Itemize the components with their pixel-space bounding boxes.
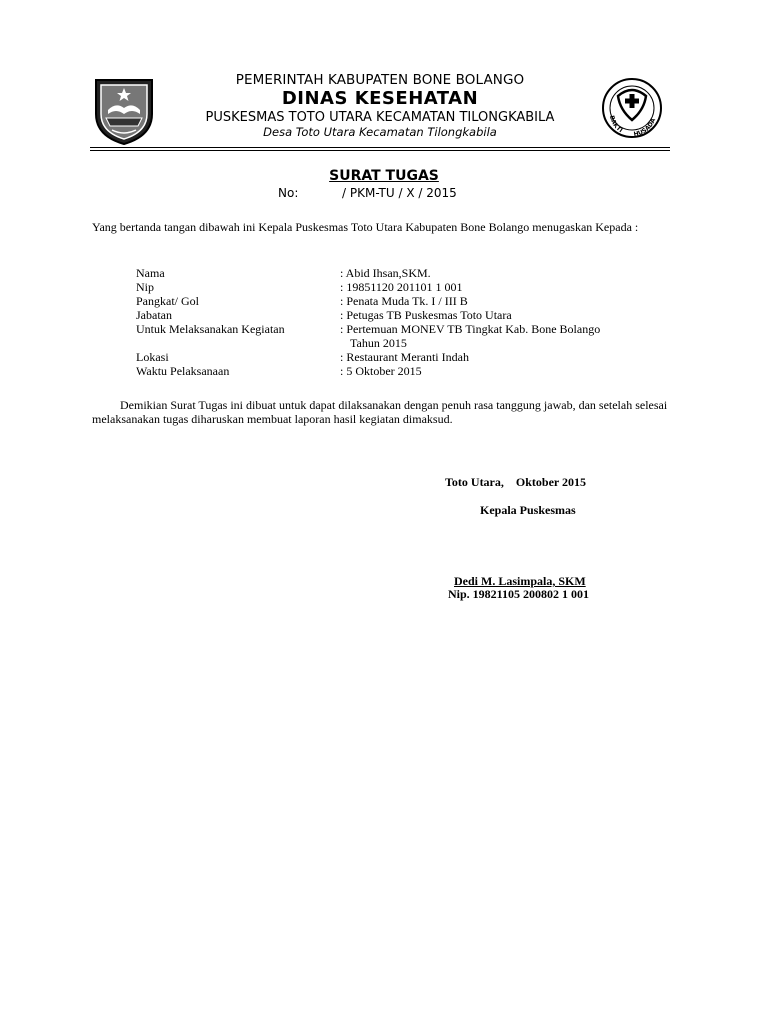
detail-label: Untuk Melaksanakan Kegiatan	[136, 322, 285, 336]
detail-label: Lokasi	[136, 350, 169, 364]
detail-value: : Pertemuan MONEV TB Tingkat Kab. Bone Bolango	[340, 322, 601, 336]
signature-name: Dedi M. Lasimpala, SKM	[454, 574, 586, 588]
header-puskesmas: PUSKESMAS TOTO UTARA KECAMATAN TILONGKABILA	[205, 110, 555, 125]
document-title-block	[0, 168, 768, 184]
letter-number-label: No:	[278, 186, 299, 200]
detail-value: : Abid Ihsan,SKM.	[340, 266, 431, 280]
letter-number	[278, 186, 457, 200]
signature-place-date: Toto Utara, Oktober 2015	[445, 475, 586, 489]
detail-value-continued: Tahun 2015	[350, 336, 407, 350]
header-department: DINAS KESEHATAN	[281, 88, 479, 109]
detail-value: : Petugas TB Puskesmas Toto Utara	[340, 308, 512, 322]
document-title: SURAT TUGAS	[329, 168, 439, 184]
detail-value: : 5 Oktober 2015	[340, 364, 422, 378]
signature-nip: Nip. 19821105 200802 1 001	[448, 587, 590, 601]
letter-number-value: / PKM-TU / X / 2015	[342, 186, 457, 200]
detail-label: Pangkat/ Gol	[136, 294, 199, 308]
detail-label: Jabatan	[136, 308, 172, 322]
header-government: PEMERINTAH KABUPATEN BONE BOLANGO	[235, 72, 525, 88]
header-address: Desa Toto Utara Kecamatan Tilongkabila	[263, 125, 497, 139]
signature-position: Kepala Puskesmas	[480, 503, 576, 517]
header-divider-bottom	[90, 150, 670, 151]
bakti-husada-logo-icon	[600, 76, 664, 140]
regency-emblem-icon	[92, 74, 156, 146]
logo-text-husada: HUSADA	[633, 117, 658, 139]
detail-value: : 19851120 201101 1 001	[340, 280, 463, 294]
detail-label: Nip	[136, 280, 154, 294]
detail-value: : Restaurant Meranti Indah	[340, 350, 469, 364]
detail-label: Nama	[136, 266, 165, 280]
closing-paragraph: Demikian Surat Tugas ini dibuat untuk dapat dilaksanakan dengan penuh rasa tanggung jawab, dan setelah selesai melaksanakan tugas diharuskan membuat laporan hasil kegiatan dimaksud.	[92, 398, 668, 426]
logo-text-bakti: BAKTI	[607, 114, 624, 135]
detail-label: Waktu Pelaksanaan	[136, 364, 230, 378]
header-divider-top	[90, 147, 670, 148]
detail-value: : Penata Muda Tk. I / III B	[340, 294, 468, 308]
intro-paragraph: Yang bertanda tangan dibawah ini Kepala Puskesmas Toto Utara Kabupaten Bone Bolango menugaskan Kepada :	[92, 220, 639, 234]
